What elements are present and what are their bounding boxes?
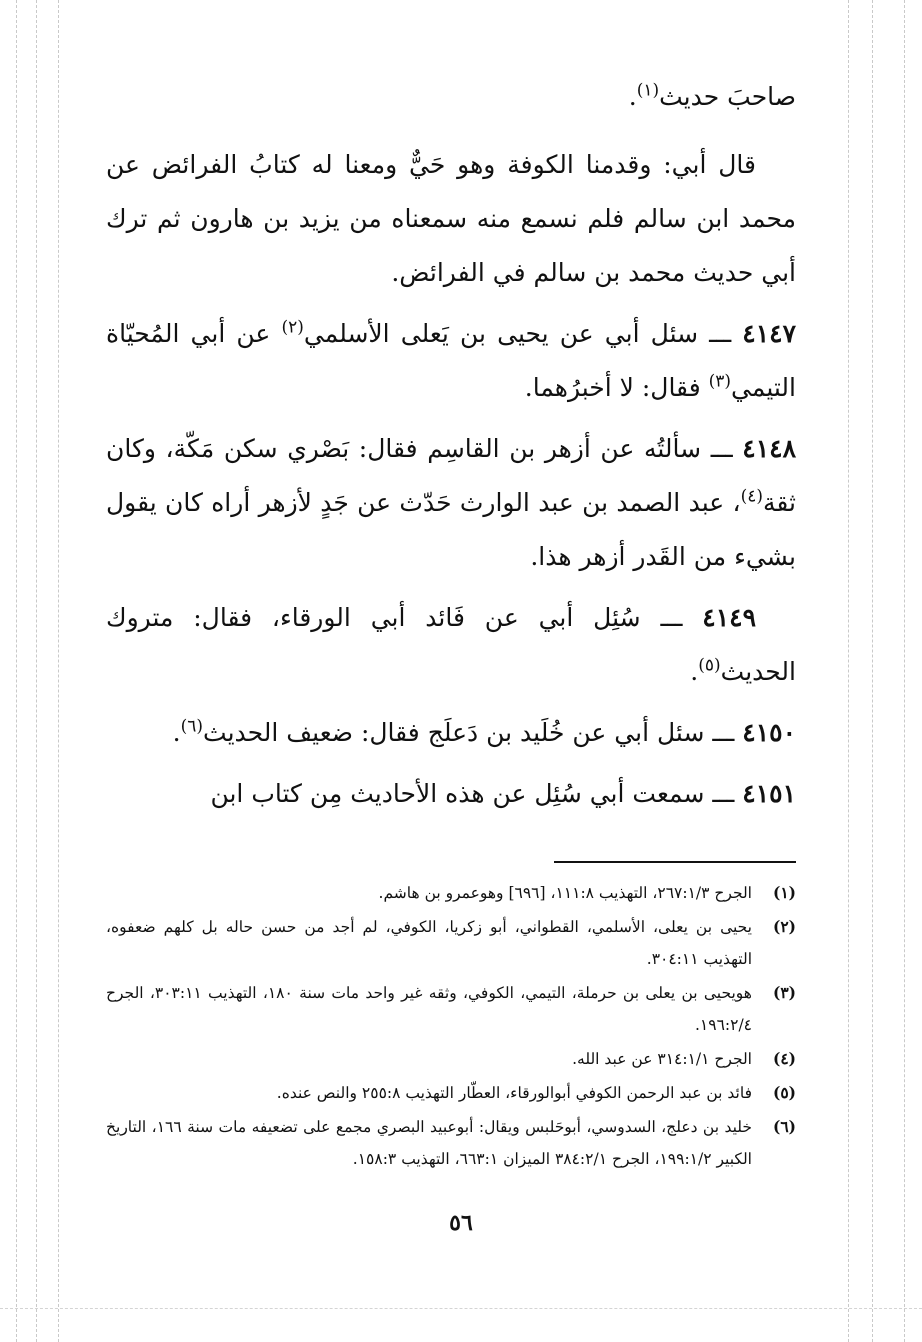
entry-text: ، عبد الصمد بن عبد الوارث حَدّث عن جَدٍ لأزهر أراه كان يقول بشيء من القَدر أزهر هذا.: [106, 488, 796, 571]
footnote-number: (٦): [772, 1117, 796, 1136]
footnote-text: فائد بن عبد الرحمن الكوفي أبوالورقاء، العطّار التهذيب ٢٥٥:٨ والنص عنده.: [276, 1084, 752, 1102]
footnote-number: (٥): [772, 1083, 796, 1102]
footnote-text: خليد بن دعلج، السدوسي، أبوحَلبس ويقال: أبوعبيد البصري مجمع على تضعيفه مات سنة ١٦٦، التاريخ الكبير ١٩٩:١/٢، الجرح ٣٨٤:٢/١ الميزان ٦٦٣:١، التهذيب ١٥٨:٣.: [106, 1118, 752, 1168]
scan-guide-line: [872, 0, 873, 1342]
entry-text: ـــ سُئِل أبي عن فَائد أبي الورقاء، فقال: متروك الحديث: [106, 603, 796, 686]
scan-guide-line: [848, 0, 849, 1342]
entry-number: ٤١٥١: [742, 779, 796, 808]
footnote-number: (٤): [772, 1049, 796, 1068]
entry-number: ٤١٤٩: [702, 603, 757, 632]
page-number: ٥٦: [449, 1210, 473, 1236]
footnote-ref: (٦): [180, 716, 204, 737]
paragraph-text: صاحبَ حديث: [659, 82, 796, 111]
entry-text: فقال: لا أخبرُهما.: [524, 373, 701, 402]
footnote: [106, 1077, 796, 1109]
footnote-text: يحيى بن يعلى، الأسلمي، القطواني، أبو زكريا، الكوفي، لم أجد من حسن حاله بل كلهم ضعفوه، التهذيب ٣٠٤:١١.: [106, 918, 752, 968]
entry-text: ـــ سألتُه عن أزهر بن القاسِم فقال: بَصْري سكن مَكّة، وكان ثقة: [106, 434, 796, 517]
scan-guide-line: [36, 0, 37, 1342]
footnote-ref: (٤): [740, 486, 763, 507]
footnote: [106, 977, 796, 1041]
scan-guide-line: [16, 0, 17, 1342]
footnote: [106, 1043, 796, 1075]
footnote-number: (٣): [772, 983, 796, 1002]
entry-4148: [106, 422, 796, 584]
scan-guide-line: [0, 1308, 922, 1309]
entry-number: ٤١٤٧: [742, 319, 797, 348]
footnote-number: (١): [772, 883, 796, 902]
footnote-ref: (٣): [708, 371, 732, 392]
footnote-ref: (٥): [698, 655, 721, 676]
entry-text: ـــ سمعت أبي سُئِل عن هذه الأحاديث مِن كتاب ابن: [210, 779, 735, 808]
scan-guide-line: [904, 0, 905, 1342]
paragraph-0: [106, 70, 796, 124]
entry-text: ـــ سئل أبي عن خُلَيد بن دَعلَج فقال: ضعيف الحديث: [203, 718, 735, 747]
entry-text: .: [690, 657, 699, 686]
entry-4150: [106, 706, 796, 760]
footnote-number: (٢): [772, 917, 796, 936]
footnote: [106, 877, 796, 909]
entry-4147: [106, 307, 796, 415]
entry-4151: [106, 767, 796, 821]
scan-guide-line: [58, 0, 59, 1342]
footnote: [106, 1111, 796, 1175]
entry-number: ٤١٥٠: [742, 718, 796, 747]
footnote-text: الجرح ٣١٤:١/١ عن عبد الله.: [572, 1050, 752, 1068]
page-body: [106, 70, 796, 1177]
footnotes: [106, 877, 796, 1175]
paragraph-1: [106, 138, 796, 300]
footnote-text: الجرح ٢٦٧:١/٣، التهذيب ١١١:٨، [٦٩٦] وهوعمرو بن هاشم.: [378, 884, 752, 902]
footnote-separator: [554, 861, 796, 863]
footnote-text: هويحيى بن يعلى بن حرملة، التيمي، الكوفي، وثقه غير واحد مات سنة ١٨٠، التهذيب ٣٠٣:١١، الجرح ١٩٦:٢/٤.: [106, 984, 752, 1034]
entry-number: ٤١٤٨: [742, 434, 796, 463]
entry-text: .: [172, 718, 181, 747]
paragraph-text: قال أبي: وقدمنا الكوفة وهو حَيٌّ ومعنا له كتابُ الفرائض عن محمد ابن سالم فلم نسمع منه سمعناه من يزيد بن هارون ثم ترك أبي حديث محمد بن سالم في الفرائض.: [106, 150, 796, 287]
paragraph-tail: .: [628, 82, 637, 111]
footnote-ref: (١): [636, 80, 660, 101]
footnote-ref: (٢): [281, 317, 304, 338]
entry-text: عن أبي المُحيّاة التيمي: [106, 319, 796, 402]
entry-4149: [106, 591, 796, 699]
entry-text: ـــ سئل أبي عن يحيى بن يَعلى الأسلمي: [303, 319, 732, 348]
footnote: [106, 911, 796, 975]
